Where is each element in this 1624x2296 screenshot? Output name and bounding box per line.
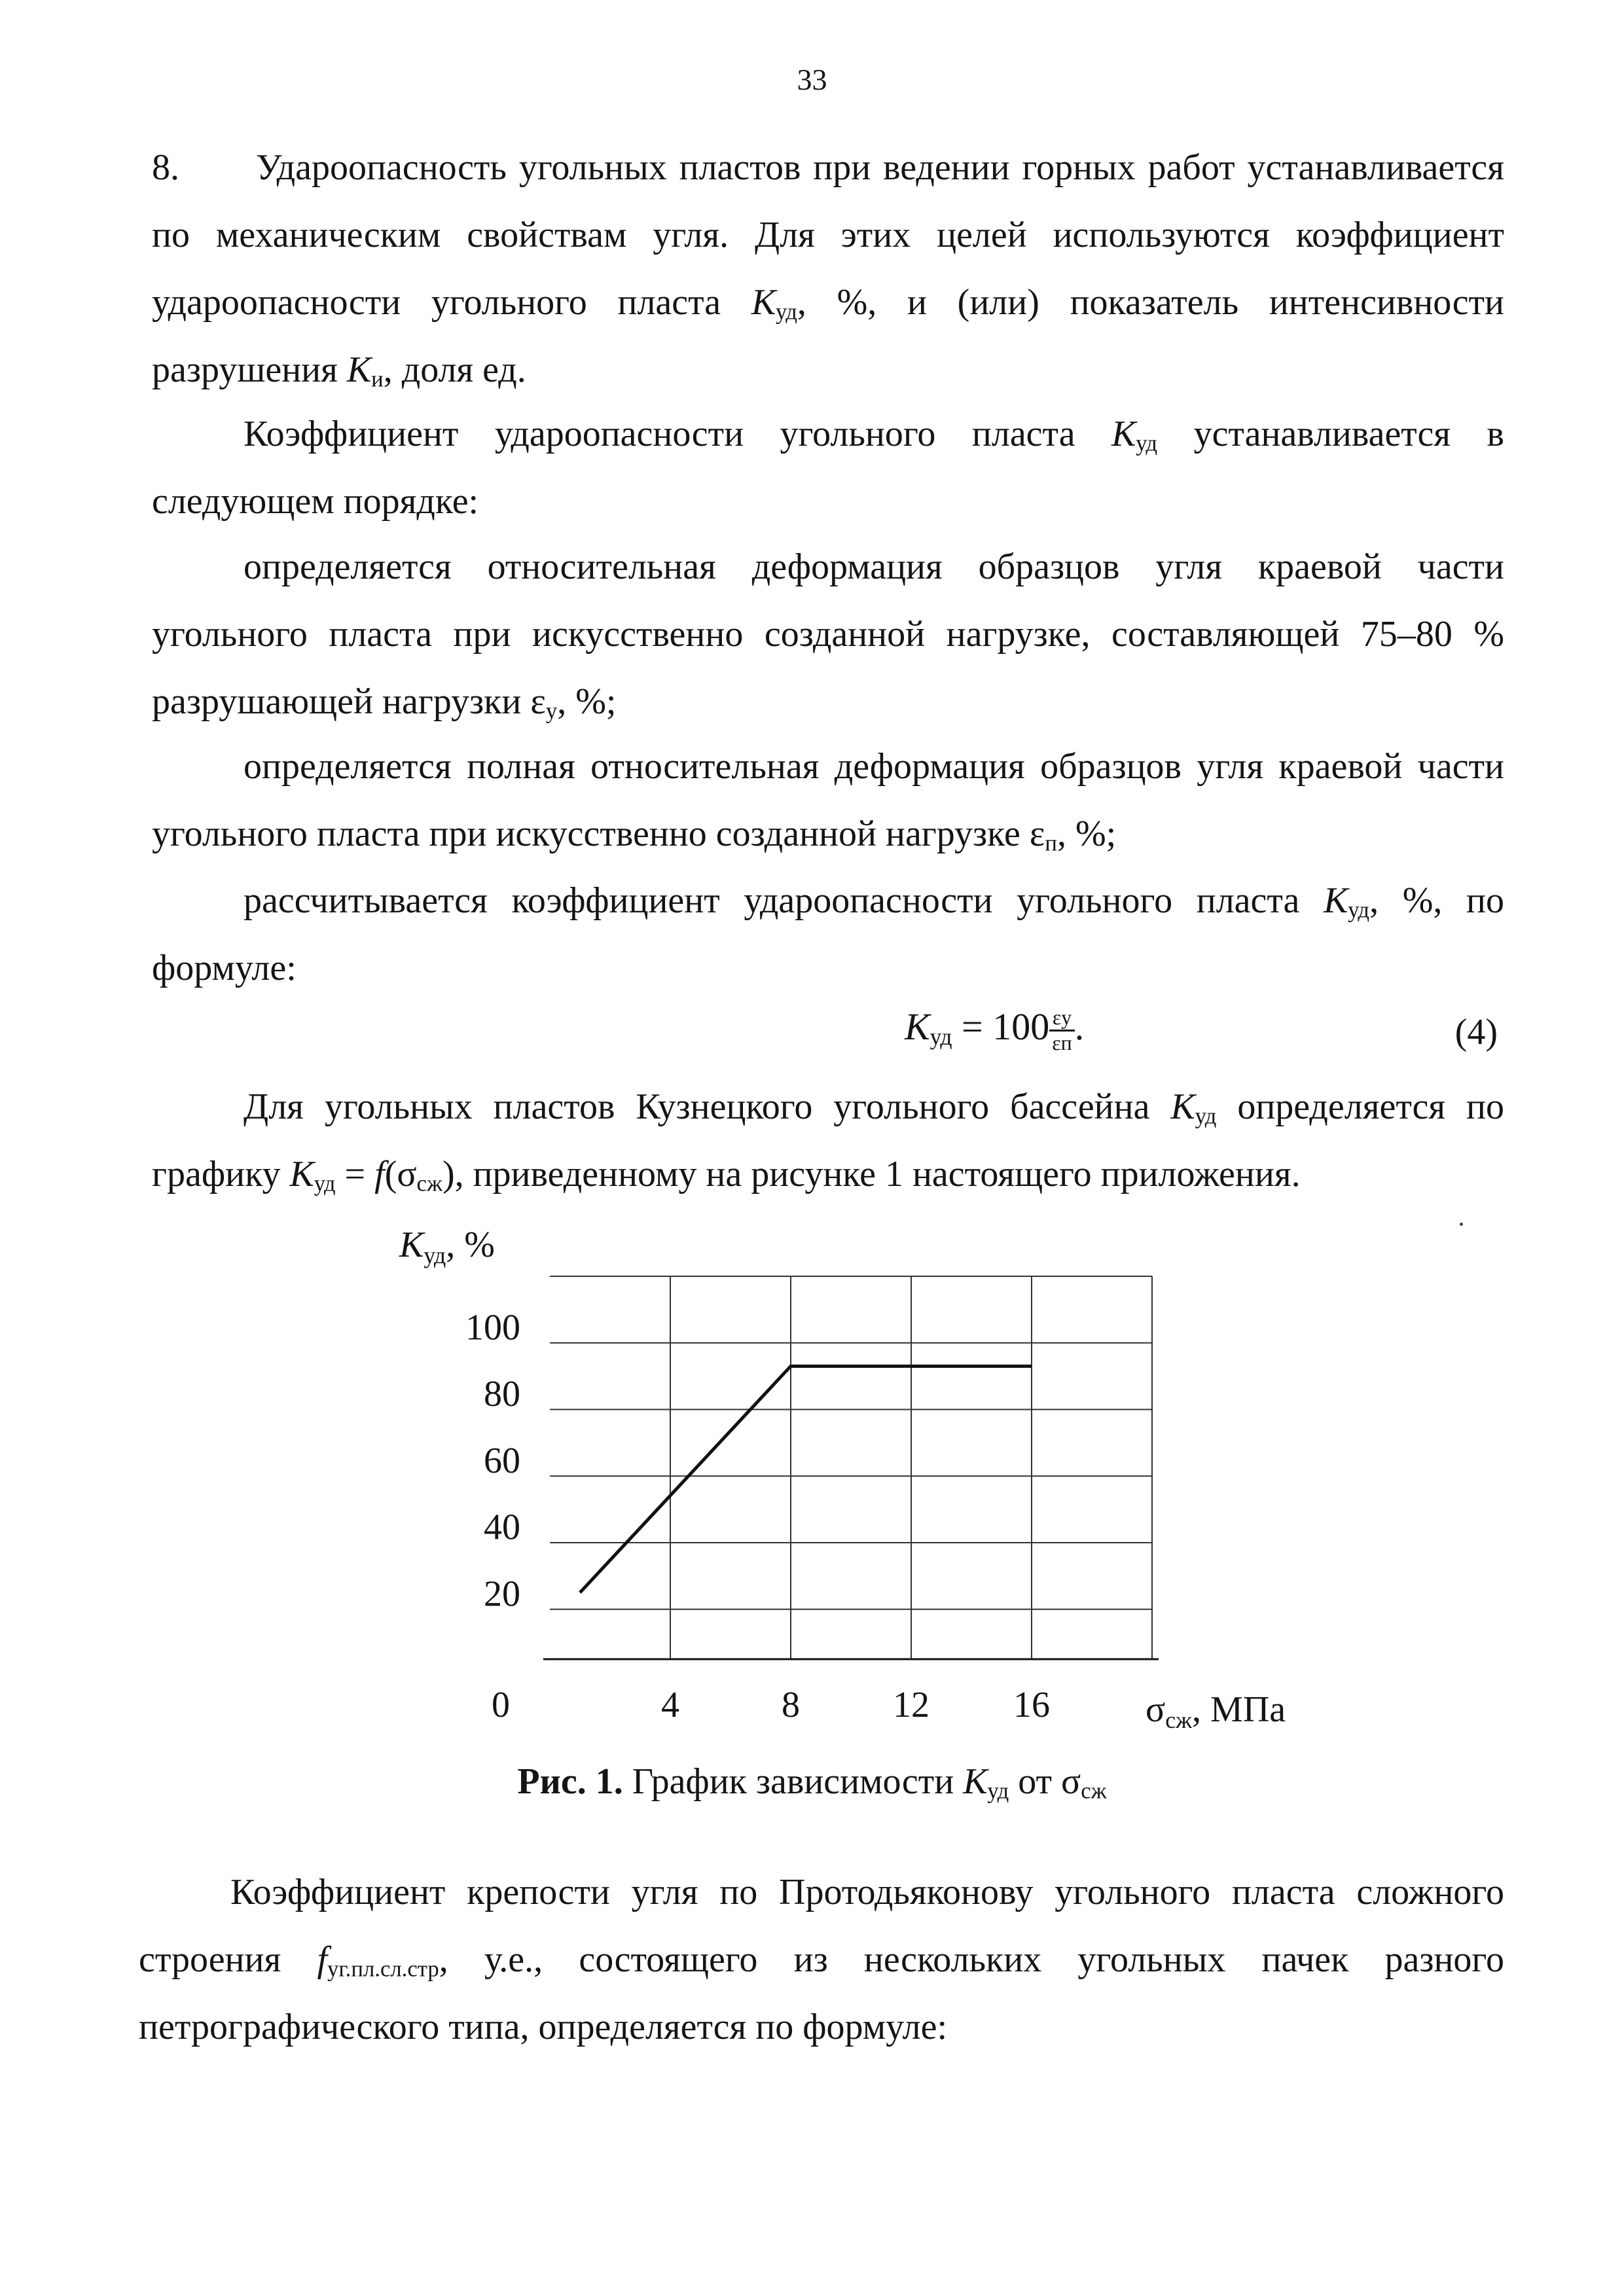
y-tick-label-60: 60 (484, 1440, 520, 1481)
x-tick-label-4: 4 (661, 1685, 679, 1725)
y-tick-label-20: 20 (484, 1573, 520, 1615)
y-tick-label-80: 80 (484, 1374, 520, 1415)
y-axis-label: Куд, % (399, 1230, 495, 1268)
x-tick-label-16: 16 (1013, 1685, 1050, 1725)
x-tick-label-12: 12 (893, 1685, 929, 1725)
x-axis-label: σсж, МПа (1146, 1689, 1286, 1733)
paragraph-1: 8. Удароопасность угольных пластов при ведении горных работ устанавливается по механическим свойствам угля. Для этих целей используются коэффициент удароопасности угольного пласта $К_{уд}$, %, и (или) показатель интенсивности разрушения $К_и$, доля ед. (152, 134, 1504, 404)
scan-speck (1460, 1223, 1463, 1226)
paragraph-4: определяется полная относительная деформация образцов угля краевой части угольного пласта при искусственно созданной нагрузке $\varepsilon_п$, %; (152, 746, 1504, 856)
formula-4: $К_{уд} = 100$ $\frac{\varepsilon у}{\varepsilon п}$ . (905, 1005, 1085, 1055)
formula-number: (4) (1454, 1012, 1498, 1052)
page-number: 33 (797, 63, 827, 96)
chart-svg (367, 1230, 1335, 1767)
paragraph-6: Для угольных пластов Кузнецкого угольного бассейна $К_{уд}$ определяется по графику $К_{уд} = f(\sigma_{сж})$, приведенному на рисунке 1 настоящего приложения. (152, 1086, 1504, 1196)
paragraph-7: Коэффициент крепости угля по Протодьяконову угольного пласта сложного строения $f_{уг.пл.сл.стр}$, у.е., состоящего из нескольких угольных пачек разного петрографического типа, определяется по формуле: (139, 1872, 1505, 2047)
figure-1-chart (367, 1230, 1335, 1767)
formula-fraction: $\frac{\varepsilon у}{\varepsilon п}$ (1049, 1006, 1074, 1056)
figure-caption-label: Рис. 1. (517, 1761, 623, 1802)
x-tick-label-0: 0 (492, 1685, 510, 1725)
paragraph-3: определяется относительная деформация образцов угля краевой части угольного пласта при искусственно созданной нагрузке, составляющей 75–80 % разрушающей нагрузки $\varepsilon_у$, %; (152, 547, 1504, 724)
y-tick-label-100: 100 (465, 1307, 520, 1348)
paragraph-2: Коэффициент удароопасности угольного пласта $К_{уд}$ устанавливается в следующем порядке: (152, 414, 1505, 522)
paragraph-1-number: 8. (152, 147, 179, 188)
formula-block (152, 1005, 1504, 1077)
figure-caption: Рис. 1. График зависимости $К_{уд}$ от $\sigma_{сж}$ (517, 1761, 1107, 1804)
paragraph-5: рассчитывается коэффициент удароопасности угольного пласта $К_{уд}$, %, по формуле: (152, 880, 1505, 988)
y-tick-label-40: 40 (484, 1507, 520, 1548)
series-line-0 (580, 1366, 1032, 1592)
x-tick-label-8: 8 (782, 1685, 800, 1725)
